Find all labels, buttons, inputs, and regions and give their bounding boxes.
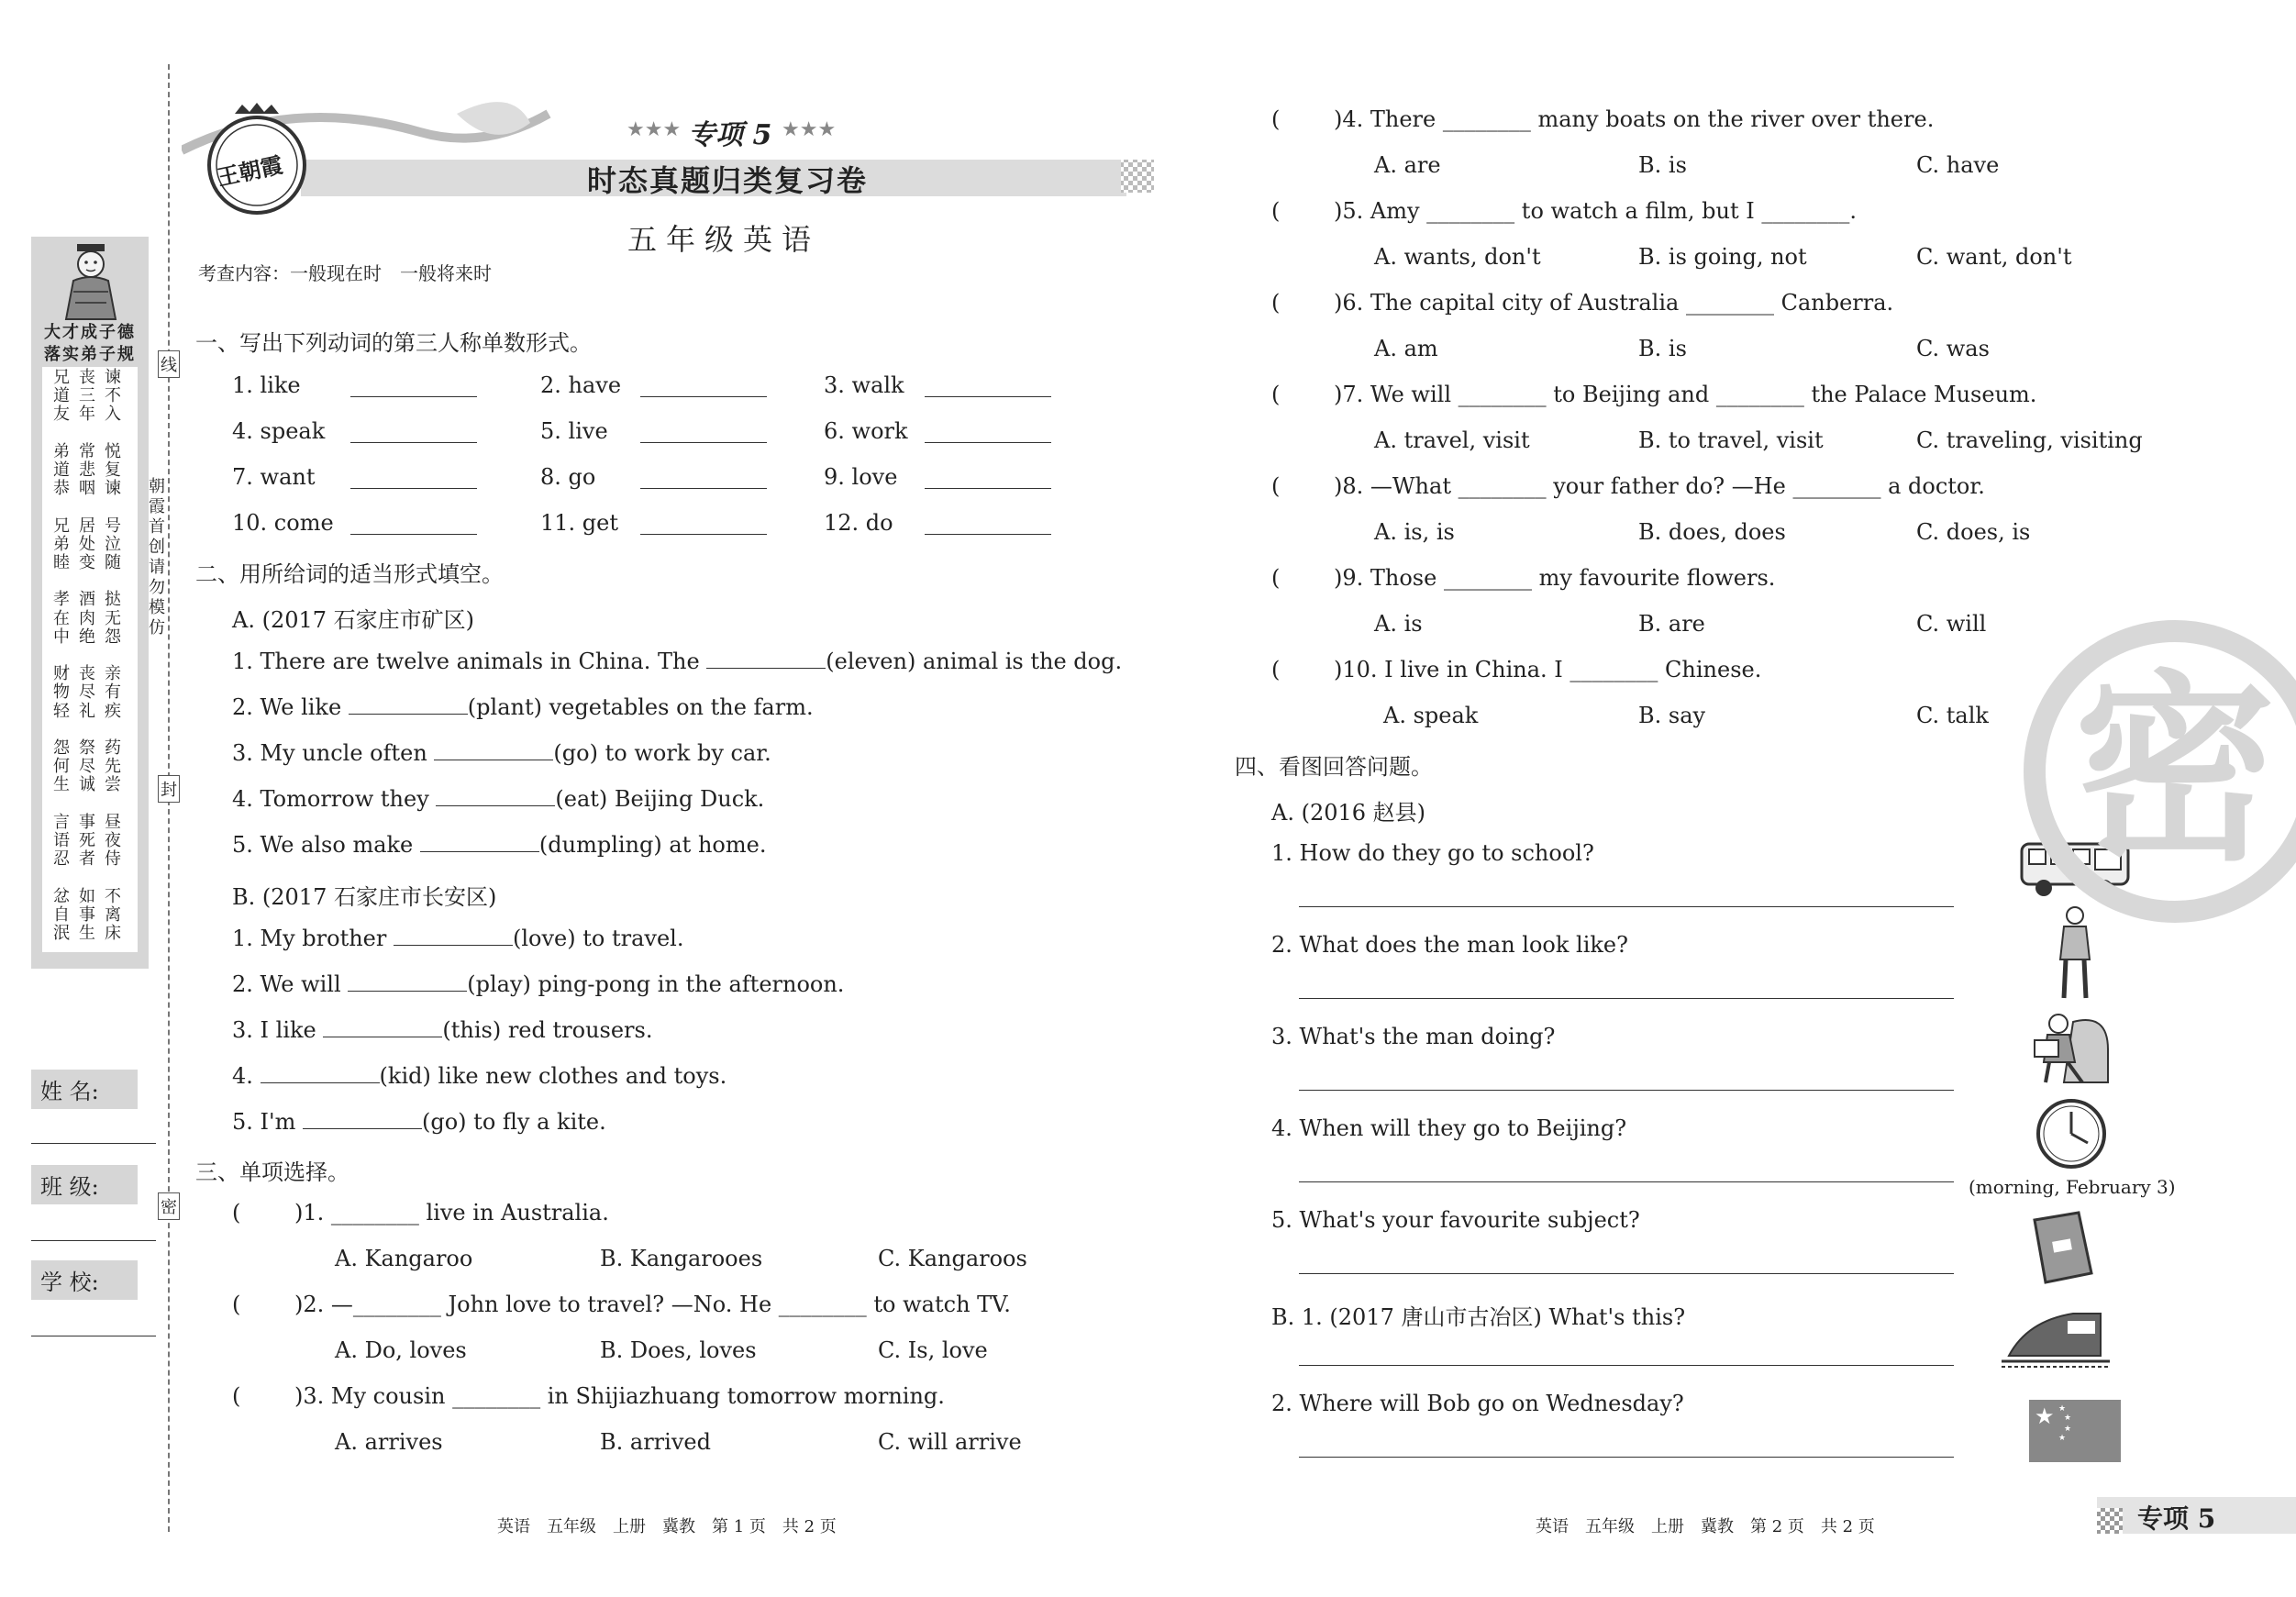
answer-blank[interactable]	[350, 534, 477, 535]
answer-blank[interactable]	[350, 442, 477, 443]
poem-char: 不	[105, 386, 121, 406]
answer-bracket[interactable]: (	[1271, 382, 1281, 407]
word-hint: (eat)	[555, 786, 608, 812]
poem-char: 悲	[79, 460, 95, 480]
poem-char: 祭	[79, 738, 95, 758]
clock-icon	[2035, 1097, 2108, 1170]
fill-in-row	[232, 1016, 652, 1043]
verb-item: 10. come	[232, 510, 334, 536]
poem-char: 药	[105, 738, 121, 758]
question-text-end: animal is the dog.	[915, 649, 1123, 674]
poem-char: 侍	[105, 849, 121, 870]
poem-char: 孝	[53, 590, 70, 610]
answer-bracket[interactable]: (	[1271, 290, 1281, 316]
answer-blank[interactable]	[640, 534, 767, 535]
poem-char: 泯	[53, 924, 70, 943]
answer-blank[interactable]	[348, 970, 467, 992]
question-text-end: to fly a kite.	[466, 1109, 606, 1135]
answer-line[interactable]	[1299, 1273, 1954, 1274]
answer-blank[interactable]	[394, 925, 513, 946]
mc-option[interactable]: A. is, is	[1374, 519, 1455, 545]
poem-char: 财	[53, 664, 70, 684]
mc-option[interactable]: A. are	[1374, 152, 1441, 178]
corner-pattern	[2097, 1508, 2123, 1534]
question-text-end: Beijing Duck.	[607, 786, 765, 812]
section2-heading: 二、用所给词的适当形式填空。	[195, 561, 504, 587]
poem-char: 诚	[79, 775, 95, 795]
poem-char: 复	[105, 460, 121, 480]
answer-line[interactable]	[1299, 1365, 1954, 1366]
poem-char: 处	[79, 534, 95, 554]
mc-option[interactable]: B. Does, loves	[600, 1337, 757, 1363]
fill-in-row	[232, 1108, 606, 1135]
poem-char: 酒	[79, 590, 95, 610]
poem-char: 友	[53, 405, 70, 425]
mc-option[interactable]: A. travel, visit	[1374, 427, 1530, 453]
corner-label: 专项 5	[2137, 1503, 2216, 1534]
answer-blank[interactable]	[925, 396, 1051, 397]
poem-char: 礼	[79, 701, 95, 721]
fill-in-row	[232, 693, 814, 720]
picture-question: 1. How do they go to school?	[1271, 840, 1594, 866]
question-text: 1. There are twelve animals in China. The	[232, 649, 707, 674]
answer-bracket[interactable]: (	[1271, 473, 1281, 499]
poem-char: 疾	[105, 701, 121, 721]
mc-option[interactable]: C. talk	[1916, 703, 1989, 728]
answer-blank[interactable]	[434, 739, 553, 760]
mc-option[interactable]: B. arrived	[600, 1429, 711, 1455]
verb-item: 9. love	[824, 464, 898, 490]
mc-option[interactable]: C. have	[1916, 152, 2000, 178]
seal-mark-mi: 密	[158, 1192, 180, 1220]
mc-question: )8. —What ________ your father do? —He ________ a doctor.	[1334, 473, 1985, 499]
poem-char: 常	[79, 441, 95, 461]
mc-option[interactable]: C. Kangaroos	[878, 1246, 1027, 1271]
answer-bracket[interactable]: (	[232, 1200, 241, 1225]
answer-blank[interactable]	[706, 648, 826, 669]
word-hint: (plant)	[467, 694, 542, 720]
word-hint: (kid)	[379, 1063, 431, 1089]
mc-option[interactable]: B. Kangarooes	[600, 1246, 763, 1271]
section2-partA-label: A. (2017 石家庄市矿区)	[232, 607, 475, 633]
answer-blank[interactable]	[436, 785, 555, 806]
svg-text:★: ★	[2035, 1403, 2055, 1429]
svg-text:★: ★	[2058, 1404, 2067, 1414]
answer-bracket[interactable]: (	[232, 1292, 241, 1317]
mc-option[interactable]: C. does, is	[1916, 519, 2031, 545]
poem-char: 尽	[79, 757, 95, 777]
china-flag-icon	[2029, 1400, 2121, 1462]
poem-char: 绝	[79, 627, 95, 647]
section3-heading: 三、单项选择。	[195, 1159, 349, 1185]
class-label: 班 级:	[31, 1165, 138, 1204]
poem-char: 者	[79, 849, 95, 870]
word-hint: (dumpling)	[538, 832, 662, 858]
mc-option[interactable]: B. are	[1638, 611, 1705, 637]
word-hint: (go)	[422, 1109, 467, 1135]
poem-char: 咽	[79, 479, 95, 499]
section1-heading: 一、写出下列动词的第三人称单数形式。	[195, 330, 592, 356]
poem-char: 死	[79, 831, 95, 850]
scholar-figure	[53, 240, 128, 321]
mc-question: )7. We will ________ to Beijing and ________ the Palace Museum.	[1334, 382, 2037, 407]
poem-char: 弟	[53, 534, 70, 554]
mc-option[interactable]: A. is	[1374, 611, 1423, 637]
poem-char: 生	[79, 924, 95, 943]
verb-item: 11. get	[540, 510, 619, 536]
word-hint: (go)	[553, 740, 598, 766]
poem-char: 道	[53, 386, 70, 406]
clock-caption: (morning, February 3)	[1969, 1176, 2176, 1198]
header-stars-right: ★★★	[782, 118, 837, 141]
section4-heading: 四、看图回答问题。	[1235, 754, 1433, 780]
mc-option[interactable]: A. Do, loves	[335, 1337, 467, 1363]
question-text: 2. We will	[232, 971, 349, 997]
mc-option[interactable]: B. to travel, visit	[1638, 427, 1824, 453]
subject-title: 五年级英语	[627, 222, 821, 257]
mc-option[interactable]: B. does, does	[1638, 519, 1786, 545]
question-text: 5. I'm	[232, 1109, 303, 1135]
mc-question: )1. ________ live in Australia.	[294, 1200, 609, 1225]
answer-blank[interactable]	[925, 488, 1051, 489]
verb-item: 5. live	[540, 418, 608, 444]
poem-char: 夜	[105, 831, 121, 850]
mc-option[interactable]: C. will arrive	[878, 1429, 1022, 1455]
poem-char: 泣	[105, 534, 121, 554]
seal-mark-xian: 线	[158, 350, 180, 378]
poem-char: 不	[105, 886, 121, 906]
poem-char: 变	[79, 553, 95, 572]
mc-option[interactable]: B. is	[1638, 152, 1687, 178]
section4-partA-label: A. (2016 赵县)	[1271, 800, 1426, 826]
poem-char: 年	[79, 405, 95, 425]
poem-char: 中	[53, 627, 70, 647]
copyright-note: 朝霞首创 请勿模仿	[149, 477, 182, 638]
mc-question: )2. —________ John love to travel? —No. He ________ to watch TV.	[294, 1292, 1011, 1317]
poem-char: 何	[53, 757, 70, 777]
verb-item: 7. want	[232, 464, 316, 490]
poem-char: 昼	[105, 812, 121, 832]
answer-line[interactable]	[1299, 998, 1954, 999]
picture-question: B. 1. (2017 唐山市古冶区) What's this?	[1271, 1304, 1686, 1330]
poem-char: 尽	[79, 682, 95, 703]
poem-char: 号	[105, 516, 121, 536]
book-icon	[2027, 1209, 2097, 1288]
answer-blank[interactable]	[925, 534, 1051, 535]
sidebar-motto-2: 落实弟子规	[44, 345, 136, 364]
page1-footer: 英语 五年级 上册 冀教 第 1 页 共 2 页	[497, 1517, 837, 1536]
poem-char: 怨	[105, 627, 121, 647]
poem-char: 谏	[105, 479, 121, 499]
class-input-line[interactable]	[31, 1240, 156, 1241]
fill-in-row	[232, 648, 1122, 674]
answer-bracket[interactable]: (	[1271, 198, 1281, 224]
mc-option[interactable]: A. speak	[1383, 703, 1479, 728]
poem-char: 入	[105, 405, 121, 425]
poem-char: 兄	[53, 516, 70, 536]
mc-option[interactable]: C. want, don't	[1916, 244, 2072, 270]
answer-bracket[interactable]: (	[232, 1383, 241, 1409]
name-input-line[interactable]	[31, 1143, 156, 1144]
poem-char: 忍	[53, 849, 70, 870]
tall-man-icon	[2051, 904, 2099, 1002]
page-title: 时态真题归类复习卷	[587, 163, 869, 198]
poem-char: 言	[53, 812, 70, 832]
mc-option[interactable]: C. was	[1916, 336, 1990, 361]
mc-option[interactable]: C. Is, love	[878, 1337, 988, 1363]
mc-question: )4. There ________ many boats on the river over there.	[1334, 106, 1935, 132]
name-label: 姓 名:	[31, 1070, 138, 1109]
question-text: 3. My uncle often	[232, 740, 435, 766]
mc-question: )10. I live in China. I ________ Chinese.	[1334, 657, 1762, 682]
mc-option[interactable]: C. will	[1916, 611, 1987, 637]
logo-text: 王朝霞	[215, 150, 285, 192]
poem-char: 亲	[105, 664, 121, 684]
verb-item: 3. walk	[824, 372, 904, 398]
school-label: 学 校:	[31, 1260, 138, 1300]
answer-bracket[interactable]: (	[1271, 657, 1281, 682]
mc-option[interactable]: A. arrives	[335, 1429, 443, 1455]
answer-blank[interactable]	[640, 396, 767, 397]
school-field[interactable]	[31, 1260, 158, 1337]
answer-blank[interactable]	[350, 488, 477, 489]
picture-question: 5. What's your favourite subject?	[1271, 1207, 1640, 1233]
mc-option[interactable]: B. say	[1638, 703, 1706, 728]
page2-footer: 英语 五年级 上册 冀教 第 2 页 共 2 页	[1536, 1517, 1875, 1536]
poem-char: 兄	[53, 368, 70, 387]
answer-blank[interactable]	[925, 442, 1051, 443]
poem-char: 轻	[53, 701, 70, 721]
answer-blank[interactable]	[640, 442, 767, 443]
fill-in-row	[232, 970, 844, 997]
reading-man-icon	[2027, 1004, 2112, 1086]
poem-char: 离	[105, 904, 121, 925]
poem-char: 怨	[53, 738, 70, 758]
question-text: 2. We like	[232, 694, 349, 720]
poem-char: 尝	[105, 775, 121, 795]
mc-option[interactable]: C. traveling, visiting	[1916, 427, 2143, 453]
mc-question: )9. Those ________ my favourite flowers.	[1334, 565, 1776, 591]
mc-option[interactable]: B. is going, not	[1638, 244, 1807, 270]
poem-char: 如	[79, 886, 95, 906]
verb-item: 4. speak	[232, 418, 326, 444]
word-hint: (play)	[467, 971, 531, 997]
svg-text:★: ★	[2058, 1434, 2067, 1443]
question-text-end: at home.	[661, 832, 767, 858]
verb-item: 1. like	[232, 372, 301, 398]
answer-blank[interactable]	[349, 693, 468, 715]
answer-bracket[interactable]: (	[1271, 565, 1281, 591]
poem-char: 事	[79, 904, 95, 925]
poem-char: 随	[105, 553, 121, 572]
question-text: 3. I like	[232, 1017, 324, 1043]
poem-char: 悦	[105, 441, 121, 461]
answer-blank[interactable]	[640, 488, 767, 489]
watermark-text: 密	[2073, 653, 2276, 888]
word-hint: (love)	[512, 926, 576, 951]
mc-option[interactable]: A. wants, don't	[1374, 244, 1541, 270]
picture-question: 4. When will they go to Beijing?	[1271, 1115, 1627, 1141]
mc-option[interactable]: A. Kangaroo	[335, 1246, 473, 1271]
answer-blank[interactable]	[420, 831, 539, 852]
poem-char: 在	[53, 608, 70, 628]
answer-blank[interactable]	[303, 1108, 422, 1129]
answer-blank[interactable]	[323, 1016, 442, 1037]
header-checker-pattern	[1121, 160, 1154, 193]
poem-char: 有	[105, 682, 121, 703]
poem-char: 弟	[53, 441, 70, 461]
question-text-end: red trousers.	[501, 1017, 653, 1043]
poem-char: 语	[53, 831, 70, 850]
svg-text:★: ★	[2064, 1414, 2072, 1423]
answer-blank[interactable]	[261, 1062, 380, 1083]
poem-char: 先	[105, 757, 121, 777]
answer-line[interactable]	[1299, 1181, 1954, 1182]
sidebar-motto-1: 大才成子德	[44, 323, 136, 342]
poem-char: 肉	[79, 608, 95, 628]
answer-line[interactable]	[1299, 1090, 1954, 1091]
picture-question: 3. What's the man doing?	[1271, 1024, 1556, 1049]
question-text-end: like new clothes and toys.	[430, 1063, 727, 1089]
answer-blank[interactable]	[350, 396, 477, 397]
question-text: 5. We also make	[232, 832, 420, 858]
verb-item: 6. work	[824, 418, 908, 444]
mc-option[interactable]: A. am	[1374, 336, 1438, 361]
poem-char: 丧	[79, 664, 95, 684]
poem-char: 挞	[105, 590, 121, 610]
question-text-end: vegetables on the farm.	[541, 694, 814, 720]
answer-line[interactable]	[1299, 906, 1954, 907]
question-text: 4.	[232, 1063, 261, 1089]
poem-char: 生	[53, 775, 70, 795]
verb-item: 2. have	[540, 372, 622, 398]
question-text-end: to travel.	[575, 926, 684, 951]
seal-mark-feng: 封	[158, 775, 180, 803]
verb-item: 8. go	[540, 464, 596, 490]
poem-char: 道	[53, 460, 70, 480]
poem-char: 睦	[53, 553, 70, 572]
poem-char: 丧	[79, 368, 95, 387]
poem-char: 床	[105, 924, 121, 943]
question-text-end: to work by car.	[597, 740, 771, 766]
poem-char: 恭	[53, 479, 70, 499]
fill-in-row	[232, 739, 771, 766]
question-text: 4. Tomorrow they	[232, 786, 437, 812]
train-icon	[2000, 1303, 2113, 1372]
fill-in-row	[232, 831, 766, 858]
poem-char: 居	[79, 516, 95, 536]
poem-char: 三	[79, 386, 95, 406]
poem-char: 自	[53, 904, 70, 925]
mc-question: )6. The capital city of Australia ________ Canberra.	[1334, 290, 1894, 316]
poem-char: 无	[105, 608, 121, 628]
picture-question: 2. What does the man look like?	[1271, 932, 1628, 958]
fill-in-row	[232, 1062, 727, 1089]
word-hint: (eleven)	[826, 649, 916, 674]
class-field[interactable]	[31, 1165, 158, 1242]
mc-question: )3. My cousin ________ in Shijiazhuang tomorrow morning.	[294, 1383, 945, 1409]
poem-char: 物	[53, 682, 70, 703]
exam-scope: 考查内容：一般现在时 一般将来时	[198, 262, 492, 284]
mc-question: )5. Amy ________ to watch a film, but I ________.	[1334, 198, 1858, 224]
header-stars-left: ★★★	[627, 118, 682, 141]
question-text: 1. My brother	[232, 926, 394, 951]
fill-in-row	[232, 925, 683, 951]
poem-char: 忿	[53, 886, 70, 906]
picture-question: 2. Where will Bob go on Wednesday?	[1271, 1391, 1684, 1416]
question-text-end: ping-pong in the afternoon.	[530, 971, 845, 997]
special-topic-label: 专项 5	[688, 119, 772, 151]
answer-line[interactable]	[1299, 1457, 1954, 1458]
mc-option[interactable]: B. is	[1638, 336, 1687, 361]
poem-char: 事	[79, 812, 95, 832]
answer-bracket[interactable]: (	[1271, 106, 1281, 132]
section2-partB-label: B. (2017 石家庄市长安区)	[232, 884, 497, 910]
name-field[interactable]	[31, 1070, 158, 1147]
word-hint: (this)	[442, 1017, 502, 1043]
verb-item: 12. do	[824, 510, 893, 536]
fill-in-row	[232, 785, 764, 812]
svg-text:★: ★	[2064, 1425, 2072, 1434]
poem-char: 谏	[105, 368, 121, 387]
